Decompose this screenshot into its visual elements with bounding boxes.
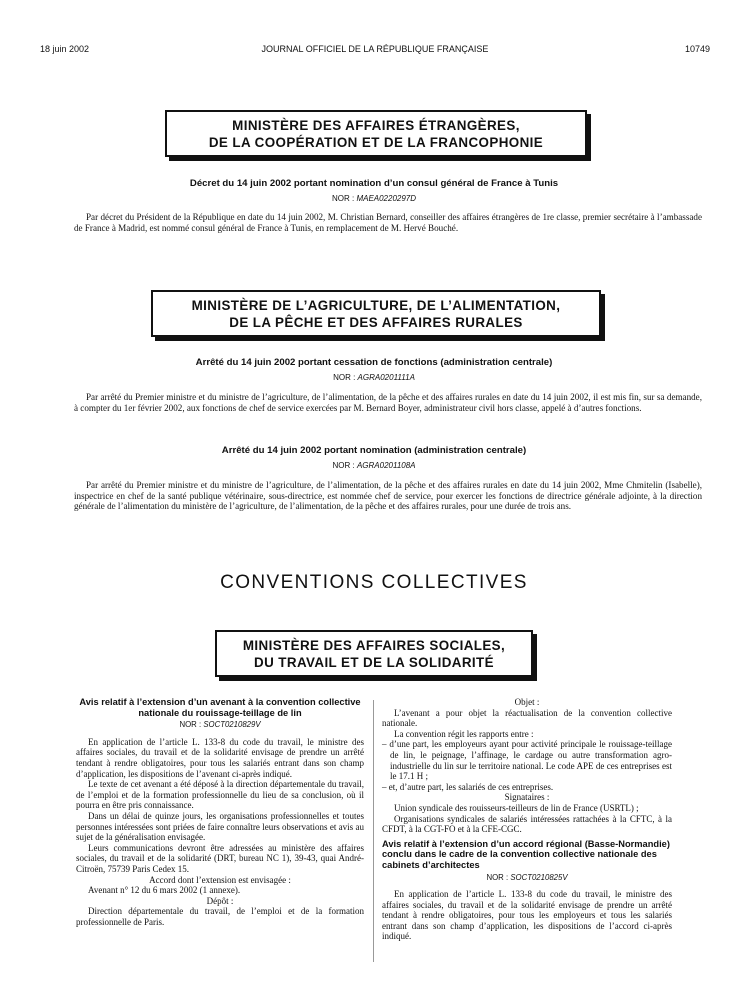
ministry-box-agriculture: [151, 290, 601, 337]
running-header: [40, 44, 710, 58]
list-item: – d’une part, les employeurs ayant pour activité principale le rouissage-teillage de lin, le peignage, l’affinage, le cardage ou autre transformation agro-industrielle du lin sur le territoire national. Le code APE de ces entreprises est le 17.1 H ;: [382, 739, 672, 782]
body-paragraph: Union syndicale des rouisseurs-teilleurs de lin de France (USRTL) ;: [394, 802, 639, 813]
ministry-title-line: MINISTÈRE DES AFFAIRES ÉTRANGÈRES,: [232, 118, 520, 133]
body-paragraph: Leurs communications devront être adressées au ministère des affaires sociales, du travail et de la solidarité (DRT, bureau NC 1), 39-43, quai André-Citroën, 75739 Paris Cedex 15.: [76, 842, 364, 874]
page-number: 10749: [684, 44, 710, 54]
nor-reference: NOR : AGRA0201111A: [333, 373, 415, 382]
body-label: Dépôt :: [206, 895, 234, 906]
nor-code: AGRA0201108A: [356, 461, 416, 470]
ministry-box-social-affairs: [215, 630, 533, 677]
body-paragraph: En application de l’article L. 133-8 du code du travail, le ministre des affaires sociales, du travail et de la solidarité envisage de prendre un arrêté tendant à rendre obligatoires, pour tous les employeurs et tous les salariés entrant dans son champ d’application, les dispositions de l’accord ci-après indiqué.: [382, 889, 672, 942]
body-paragraph: La convention régit les rapports entre :: [394, 728, 534, 739]
nor-code: MAEA0220297D: [356, 194, 417, 203]
arrete-title: Arrêté du 14 juin 2002 portant nomination (administration centrale): [221, 445, 527, 456]
avis-title: Avis relatif à l’extension d’un avenant à la convention collective nationale du rouissage-teillage de lin: [79, 697, 361, 718]
body-paragraph: Avenant n° 12 du 6 mars 2002 (1 annexe).: [88, 885, 241, 896]
arrete-paragraph: Par arrêté du Premier ministre et du ministre de l’agriculture, de l’alimentation, de la pêche et des affaires rurales en date du 14 juin 2002, il est mis fin, sur sa demande, à compter du 1er février 2002, aux fonctions de chef de service exercées par M. Bernard Boyer, administrateur civil hors classe, appelé à d’autres fonctions.: [74, 392, 702, 413]
ministry-title-line: DE LA PÊCHE ET DES AFFAIRES RURALES: [229, 315, 523, 330]
journal-title: JOURNAL OFFICIEL DE LA RÉPUBLIQUE FRANÇAISE: [261, 44, 489, 54]
right-column: [382, 697, 672, 942]
nor-code: SOCT0210829V: [203, 720, 261, 730]
issue-date: 18 juin 2002: [40, 44, 90, 54]
body-paragraph: En application de l’article L. 133-8 du code du travail, le ministre des affaires sociales, du travail et de la solidarité envisage de prendre un arrêté tendant à rendre obligatoires, pour tous les salariés entrant dans son champ d’application, les dispositions de l’avenant ci-après indiqué.: [76, 736, 364, 779]
body-paragraph: Le texte de cet avenant a été déposé à la direction départementale du travail, de l’emploi et de la formation professionnelle du lieu de sa conclusion, où il pourra en être pris connaissance.: [76, 779, 364, 811]
ministry-title-line: DU TRAVAIL ET DE LA SOLIDARITÉ: [254, 655, 494, 670]
arrete-paragraph: Par arrêté du Premier ministre et du ministre de l’agriculture, de l’alimentation, de la pêche et des affaires rurales en date du 14 juin 2002, Mme Chmitelin (Isabelle), inspectrice en chef de la santé publique vétérinaire, sous-directrice, est nommée chef de service, pour exercer les fonctions de directrice générale adjointe, à la direction générale de l’alimentation du ministère de l’agriculture, de l’alimentation, de la pêche et des affaires rurales, pour une durée de trois ans.: [74, 480, 702, 512]
ministry-title-line: DE LA COOPÉRATION ET DE LA FRANCOPHONIE: [208, 135, 544, 150]
body-paragraph: Direction départementale du travail, de l’emploi et de la formation professionnelle de Paris.: [76, 906, 364, 927]
ministry-box-foreign-affairs: [165, 110, 587, 157]
body-paragraph: L’avenant a pour objet la réactualisation de la convention collective nationale.: [382, 707, 672, 729]
body-label: Objet :: [514, 697, 540, 707]
ministry-title-line: MINISTÈRE DE L’AGRICULTURE, DE L’ALIMENTATION,: [191, 298, 561, 313]
nor-reference: NOR : MAEA0220297D: [331, 194, 417, 203]
body-label: Accord dont l’extension est envisagée :: [149, 874, 291, 885]
body-paragraph: Dans un délai de quinze jours, les organisations professionnelles et toutes personnes intéressées sont priées de faire connaître leurs observations et avis au sujet de la généralisation envisagée.: [76, 810, 364, 843]
ministry-title-line: MINISTÈRE DES AFFAIRES SOCIALES,: [242, 638, 506, 653]
body-paragraph: Organisations syndicales de salariés intéressées rattachées à la CFTC, à la CFDT, à la CGT-FO et à la CFE-CGC.: [382, 813, 672, 835]
nor-code: SOCT0210825V: [510, 872, 568, 882]
nor-reference: NOR : AGRA0201108A: [332, 461, 416, 470]
nor-reference: NOR : SOCT0210825V: [486, 872, 568, 882]
arrete-title: Arrêté du 14 juin 2002 portant cessation de fonctions (administration centrale): [195, 357, 553, 368]
nor-reference: NOR : SOCT0210829V: [179, 720, 261, 730]
decree-title: Décret du 14 juin 2002 portant nomination d’un consul général de France à Tunis: [189, 178, 559, 189]
left-column: [76, 697, 364, 927]
nor-code: AGRA0201111A: [357, 373, 415, 382]
column-divider: [373, 700, 374, 962]
body-label: Signataires :: [504, 792, 550, 803]
avis-title: Avis relatif à l’extension d’un accord régional (Basse-Normandie) conclu dans le cadre de la convention collective nationale des cabinets d’architectes: [382, 838, 670, 870]
decree-paragraph: Par décret du Président de la République en date du 14 juin 2002, M. Christian Bernard, conseiller des affaires étrangères de 1re classe, premier secrétaire à l’ambassade de France à Madrid, est nommé consul général de France à Tunis, en remplacement de M. Hervé Bouché.: [74, 212, 702, 233]
list-item: – et, d’autre part, les salariés de ces entreprises.: [382, 781, 554, 792]
section-heading: CONVENTIONS COLLECTIVES: [220, 572, 528, 593]
